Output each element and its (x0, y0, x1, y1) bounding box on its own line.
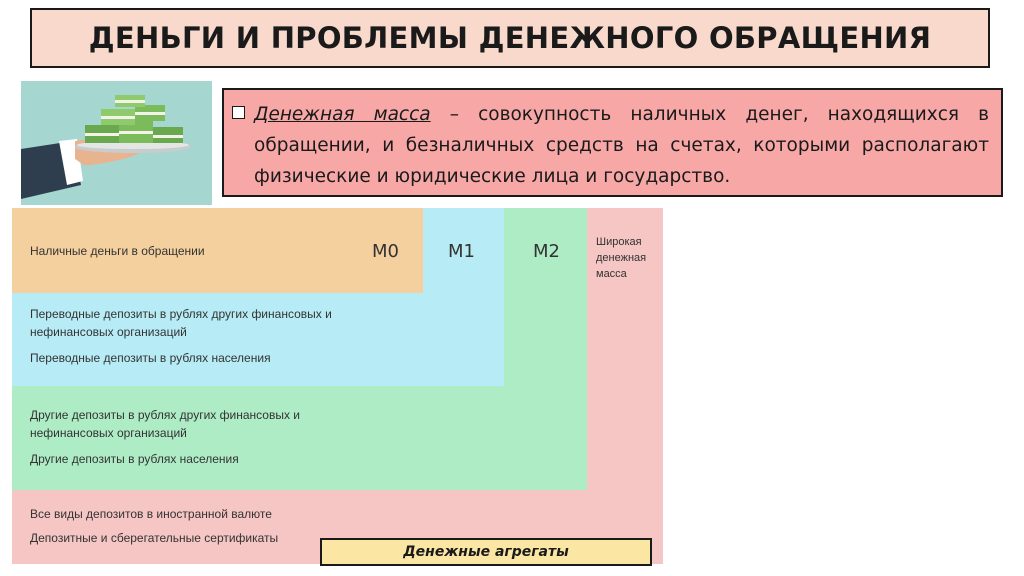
row-other-orgs: Другие депозиты в рублях других финансовых и нефинансовых организаций (30, 408, 300, 440)
row-certificates: Депозитные и сберегательные сертификаты (30, 531, 279, 545)
m1-label: M1 (448, 241, 475, 262)
row-foreign-currency: Все виды депозитов в иностранной валюте (30, 507, 272, 521)
m2-label: M2 (533, 241, 560, 262)
row-transfer-orgs: Переводные депозиты в рублях других финансовых и нефинансовых организаций (30, 307, 332, 339)
money-hand-illustration (21, 81, 212, 205)
money-tray-icon (21, 81, 212, 205)
definition-text: – совокупность наличных денег, находящихся в обращении, и безналичных средств на счетах, которыми располагают физические и юридические лица и государство. (254, 104, 989, 187)
title-banner (30, 8, 990, 68)
money-aggregates-diagram (12, 208, 663, 564)
m0-label: M0 (372, 241, 399, 262)
page-title: ДЕНЬГИ И ПРОБЛЕМЫ ДЕНЕЖНОГО ОБРАЩЕНИЯ (88, 21, 932, 55)
definition-box (222, 88, 1003, 197)
row-cash: Наличные деньги в обращении (30, 244, 205, 258)
diagram-caption: Денежные агрегаты (320, 538, 652, 566)
row-other-population: Другие депозиты в рублях населения (30, 452, 239, 466)
row-transfer-population: Переводные депозиты в рублях населения (30, 351, 271, 365)
broad-money-label: Широкая денежная масса (596, 236, 647, 280)
definition-term: Денежная масса (254, 104, 431, 125)
checkbox-bullet-icon (232, 106, 245, 119)
